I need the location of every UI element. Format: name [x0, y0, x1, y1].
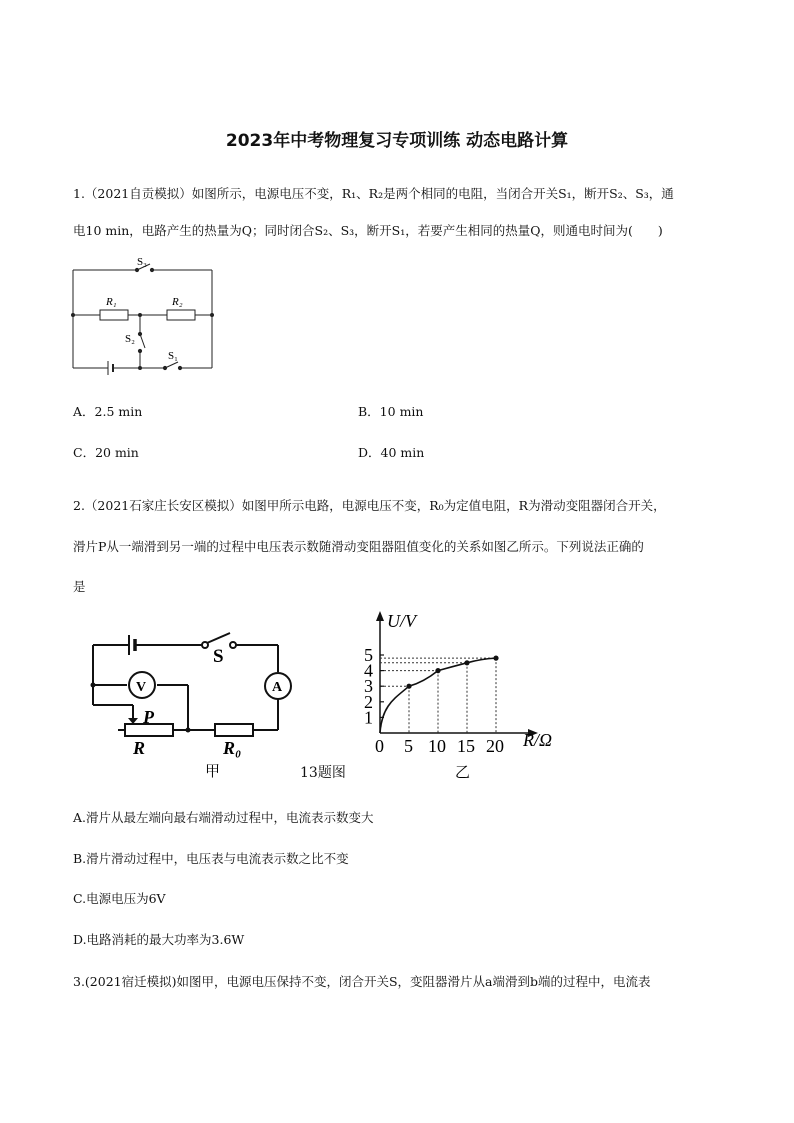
q1-text-line2: 电10 min，电路产生的热量为Q；同时闭合S₂、S₃，断开S₁，若要产生相同的热量Q，则通电时间为( ) [73, 223, 663, 238]
label-r1: R₁ [106, 296, 117, 308]
figure-jia-label: 甲 [205, 764, 221, 780]
x-tick-label: 10 [428, 736, 446, 756]
rheostat-r-label: R [133, 738, 146, 758]
q2-option-b: B.滑片滑动过程中，电压表与电流表示数之比不变 [73, 851, 349, 866]
y-tick-label: 3 [364, 676, 373, 697]
label-s3: S₃ [137, 256, 147, 268]
q3-text-line1: 3.(2021宿迁模拟)如图甲，电源电压保持不变，闭合开关S，变阻器滑片从a端滑到b端的过程中，电流表 [73, 974, 651, 989]
y-axis-label: U/V [387, 611, 416, 631]
switch-s-label: S [213, 646, 224, 667]
y-tick-label: 1 [364, 707, 373, 728]
slider-p-label: P [143, 707, 154, 727]
q2-text-line2: 滑片P从一端滑到另一端的过程中电压表示数随滑动变阻器阻值变化的关系如图乙所示。下列说法正确的 [73, 539, 644, 554]
figure-yi-label: 乙 [455, 765, 471, 781]
x-tick-label: 15 [457, 736, 475, 756]
figure-caption: 13题图 [300, 765, 346, 781]
voltmeter-label: V [136, 680, 147, 695]
y-tick-label: 4 [364, 660, 373, 681]
x-tick-label: 5 [404, 736, 413, 756]
y-tick-label: 2 [364, 691, 373, 712]
q2-text-line3: 是 [73, 579, 86, 594]
data-point [464, 660, 469, 665]
x-axis-label: R/Ω [523, 730, 553, 750]
label-s1: S₁ [168, 350, 178, 362]
y-axis-arrow [376, 611, 384, 621]
label-s2: S₂ [125, 333, 135, 345]
q1-option-c: C．20 min [73, 445, 139, 460]
resistor-r0-label: R₀ [223, 738, 242, 758]
data-point [435, 668, 440, 673]
x-tick-label: 20 [486, 736, 504, 756]
q1-option-b: B．10 min [358, 404, 424, 419]
q2-text-line1: 2.（2021石家庄长安区模拟）如图甲所示电路，电源电压不变，R₀为定值电阻，R为滑动变阻器闭合开关， [73, 498, 666, 513]
y-tick-label: 5 [364, 645, 373, 665]
q1-option-a: A．2.5 min [73, 404, 143, 419]
q2-option-a: A.滑片从最左端向最右端滑动过程中，电流表示数变大 [73, 810, 374, 825]
label-r2: R₂ [172, 296, 183, 308]
ammeter-label: A [272, 680, 283, 695]
q2-u-r-chart [345, 605, 590, 785]
q1-text-line1: 1.（2021自贡模拟）如图所示，电源电压不变，R₁、R₂是两个相同的电阻，当闭合开关S₁，断开S₂、S₃，通 [73, 186, 674, 201]
q1-option-d: D．40 min [358, 445, 425, 460]
q2-option-c: C.电源电压为6V [73, 891, 166, 906]
q1-circuit-diagram [70, 255, 220, 380]
q2-circuit-diagram [85, 630, 300, 780]
page-title: 2023年中考物理复习专项训练 动态电路计算 [225, 131, 569, 151]
data-point [493, 656, 498, 661]
data-point [406, 684, 411, 689]
q2-option-d: D.电路消耗的最大功率为3.6W [73, 932, 245, 947]
x-tick-label: 0 [375, 736, 384, 756]
